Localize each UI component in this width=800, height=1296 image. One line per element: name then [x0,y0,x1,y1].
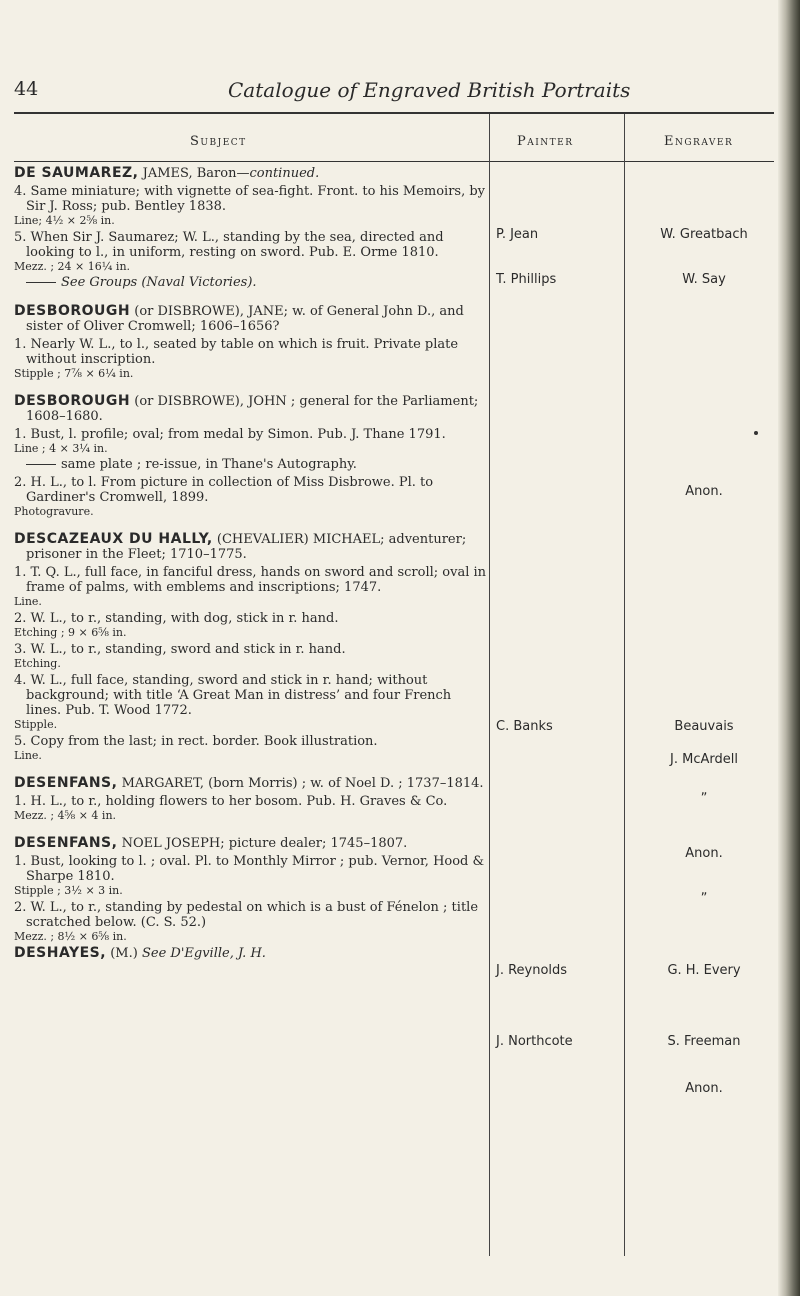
column-divider-left [489,114,490,1256]
technique-note: Stipple ; 3½ × 3 in. [14,884,123,897]
painter-name: P. Jean [496,227,539,242]
entry-heading-line [14,836,489,851]
engraver-name: W. Say [682,272,726,287]
painter-name: C. Banks [496,719,553,734]
page-number: 44 [14,78,39,100]
entry-description: NOEL JOSEPH; picture dealer; 1745–1807. [121,836,408,851]
list-item: 3. W. L., to r., standing, sword and stick in r. hand. [14,642,346,657]
technique-note: Line ; 4 × 3¼ in. [14,442,108,455]
entry-heading-line [14,532,489,562]
column-header-painter: Painter [517,134,574,149]
continued-note: continued. [249,166,320,181]
list-item: 2. H. L., to l. From picture in collection of Miss Disbrowe. Pl. to Gardiner's Cromwell, 1899. [14,475,434,505]
column-divider-right [624,114,625,1256]
entry-description: (or DISBROWE), JOHN ; general for the Parliament; 1608–1680. [26,394,479,424]
painter-name: J. Reynolds [496,963,568,978]
top-rule [14,112,774,114]
column-header-rule [14,161,774,162]
technique-note: Line; 4½ × 2⅝ in. [14,214,115,227]
engraver-ditto: „ [700,883,708,898]
list-item: 1. Bust, l. profile; oval; from medal by Simon. Pub. J. Thane 1791. [14,427,446,442]
engraver-name: Anon. [685,846,723,861]
list-item: 4. Same miniature; with vignette of sea-fight. Front. to his Memoirs, by Sir J. Ross; pub. Bentley 1838. [14,184,486,214]
entry-name: DESBOROUGH [14,303,131,319]
technique-note: Stipple. [14,718,58,731]
engraver-name: Beauvais [674,719,734,734]
entry-name: DESCAZEAUX DU HALLY, [14,531,213,547]
list-item: 1. Bust, looking to l. ; oval. Pl. to Monthly Mirror ; pub. Vernor, Hood & Sharpe 1810. [14,854,485,884]
page-edge-shadow [778,0,800,1296]
painter-name: J. Northcote [496,1034,573,1049]
entry-description: (or DISBROWE), JANE; w. of General John D., and sister of Oliver Cromwell; 1606–1656? [26,304,464,334]
entry-heading-line [14,304,489,334]
list-item: 2. W. L., to r., standing, with dog, stick in r. hand. [14,611,339,626]
list-item: 1. T. Q. L., full face, in fanciful dress, hands on sword and scroll; oval in frame of palms, with emblems and inscriptions; 1747. [14,565,487,595]
engraver-name: Anon. [685,484,723,499]
technique-note: Mezz. ; 4⅝ × 4 in. [14,809,117,822]
entry-description: MARGARET, (born Morris) ; w. of Noel D. ; 1737–1814. [121,776,484,791]
entry-name: DESENFANS, [14,835,118,851]
list-item: same plate ; re-issue, in Thane's Autography. [14,457,489,472]
entry-name: DE SAUMAREZ, [14,165,139,181]
entry-description: (M.) [110,946,138,961]
column-header-engraver: Engraver [664,134,734,149]
technique-note: Stipple ; 7⅞ × 6¼ in. [14,367,134,380]
engraver-name: J. McArdell [670,752,738,767]
entry-heading-line [14,776,489,791]
column-header-subject: Subject [190,134,247,149]
engraver-name: G. H. Every [667,963,741,978]
painter-name: T. Phillips [496,272,557,287]
page-header [14,78,770,108]
engraver-name: Anon. [685,1081,723,1096]
cross-reference: See Groups (Naval Victories). [14,275,489,290]
engraver-name: W. Greatbach [660,227,748,242]
subject-column [14,166,489,961]
ditto-dash [26,464,56,465]
technique-note: Etching. [14,657,61,670]
entry-description: JAMES, Baron— [142,166,250,181]
list-item: 4. W. L., full face, standing, sword and stick in r. hand; without background; with title ‘A Great Man in distress’ and four French lines. Pub. T. Wood 1772. [14,673,452,718]
entry-description: (CHEVALIER) MICHAEL; adventurer; prisoner in the Fleet; 1710–1775. [26,532,467,562]
entry-heading-line [14,166,489,181]
ditto-dash [26,282,56,283]
entry-name: DESENFANS, [14,775,118,791]
entry-name: DESBOROUGH [14,393,131,409]
list-item: 2. W. L., to r., standing by pedestal on which is a bust of Fénelon ; title scratched below. (C. S. 52.) [14,900,479,930]
list-item: 5. When Sir J. Saumarez; W. L., standing by the sea, directed and looking to l., in uniform, resting on sword. Pub. E. Orme 1810. [14,230,444,260]
technique-note: Photogravure. [14,505,94,518]
technique-note: Line. [14,749,42,762]
entry-name: DESHAYES, [14,945,107,961]
technique-note: Etching ; 9 × 6⅝ in. [14,626,127,639]
list-item: 5. Copy from the last; in rect. border. Book illustration. [14,734,378,749]
list-item: 1. Nearly W. L., to l., seated by table on which is fruit. Private plate without inscription. [14,337,459,367]
technique-note: Line. [14,595,42,608]
engraver-name: S. Freeman [667,1034,741,1049]
running-title: Catalogue of Engraved British Portraits [228,78,631,102]
engraver-ditto: „ [700,783,708,798]
entry-heading-line [14,946,489,961]
cross-reference: See D'Egville, J. H. [141,946,266,961]
technique-note: Mezz. ; 24 × 16¼ in. [14,260,131,273]
entry-heading-line [14,394,489,424]
list-item: 1. H. L., to r., holding flowers to her bosom. Pub. H. Graves & Co. [14,794,448,809]
paper-speck [754,431,758,435]
technique-note: Mezz. ; 8½ × 6⅝ in. [14,930,127,943]
